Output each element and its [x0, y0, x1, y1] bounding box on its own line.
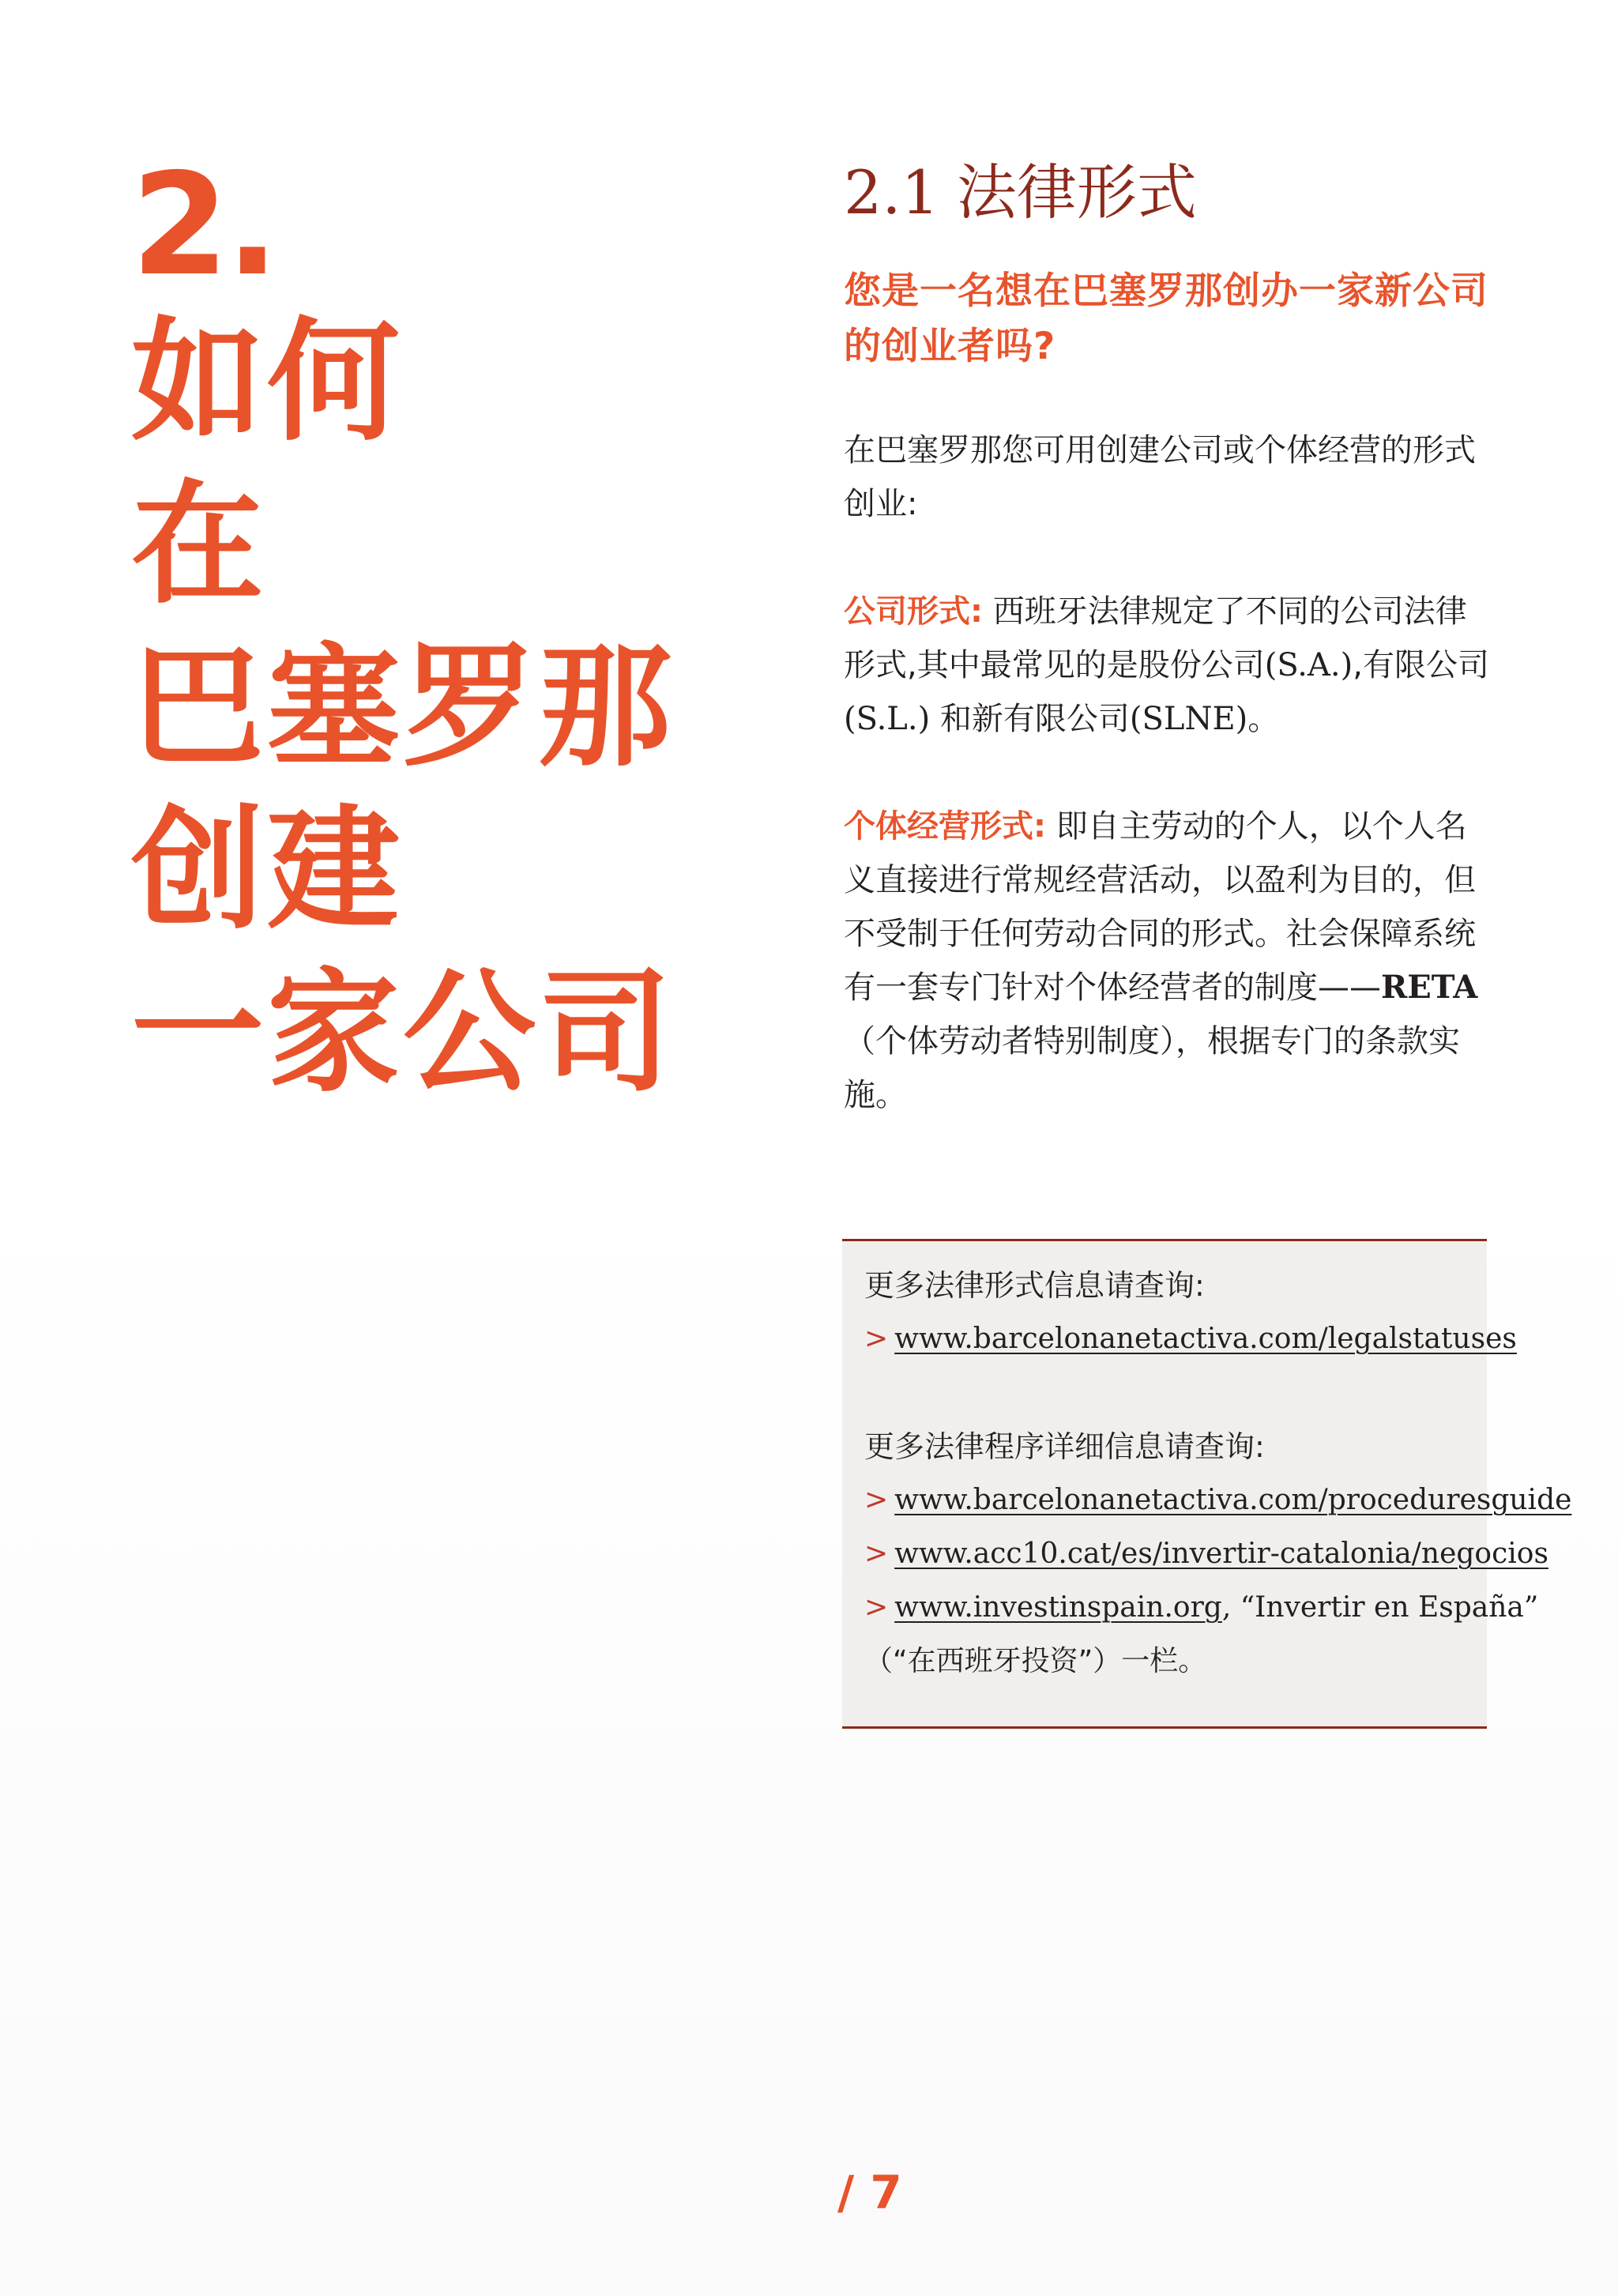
- company-text: 。: [1247, 701, 1280, 737]
- self-employed-label: 个体经营形式:: [844, 808, 1046, 845]
- arrow-icon: >: [864, 1538, 889, 1570]
- intro-paragraph: 在巴塞罗那您可用创建公司或个体经营的形式创业:: [844, 432, 1476, 522]
- company-slne: (SLNE): [1129, 701, 1248, 737]
- link-suffix: , “Invertir en España”: [1221, 1591, 1539, 1624]
- info-heading-procedures: 更多法律程序详细信息请查询:: [864, 1429, 1265, 1464]
- self-employed-text: 即自主劳动的个人，以个人名义直接进行常规经营活动，以盈利为目的，但不受制于任何劳动合同的形式。社会保障系统有一套专门针对个体经营者的制度——: [844, 808, 1476, 1006]
- self-employed-text: （个体劳动者特别制度），根据专门的条款实施。: [844, 1023, 1460, 1113]
- arrow-icon: >: [864, 1591, 889, 1624]
- chapter-heading: [131, 143, 675, 1114]
- company-paragraph: [844, 585, 1492, 746]
- link-investinspain[interactable]: www.investinspain.org: [894, 1591, 1222, 1624]
- link-legal-statuses[interactable]: www.barcelonanetactiva.com/legalstatuses: [894, 1323, 1517, 1355]
- section-title-text: 法律形式: [956, 157, 1197, 228]
- link-row: [864, 1581, 1539, 1635]
- link-acc10[interactable]: www.acc10.cat/es/invertir-catalonia/negocios: [894, 1538, 1548, 1570]
- info-heading-legal: 更多法律形式信息请查询:: [864, 1268, 1205, 1303]
- link-row: [864, 1527, 1548, 1581]
- chapter-heading-line: 在: [131, 467, 267, 622]
- company-label: 公司形式:: [844, 593, 983, 630]
- chapter-heading-line: 一家公司: [131, 955, 675, 1110]
- link-procedures-guide[interactable]: www.barcelonanetactiva.com/proceduresguide: [894, 1484, 1572, 1516]
- arrow-icon: >: [864, 1484, 889, 1516]
- arrow-icon: >: [864, 1323, 889, 1355]
- company-text: ,有限公司: [1353, 647, 1489, 683]
- link-row: [864, 1474, 1572, 1527]
- company-text: 西班牙法律规定了不同的公司法律形式,其中最常见的是股份公司: [844, 593, 1467, 683]
- chapter-heading-line: 创建: [131, 792, 403, 947]
- section-question: 您是一名想在巴塞罗那创办一家新公司的创业者吗?: [844, 269, 1488, 368]
- chapter-heading-line: 巴塞罗那: [131, 630, 675, 785]
- company-sa: (S.A.): [1264, 647, 1353, 683]
- section-number: 2.1: [844, 157, 939, 228]
- chapter-heading-line: 如何: [131, 304, 403, 459]
- link-row: [864, 1312, 1517, 1366]
- more-info-box: [842, 1239, 1572, 1729]
- info-tail-note: （“在西班牙投资”）一栏。: [864, 1645, 1207, 1677]
- company-text: 和新有限公司: [930, 701, 1130, 737]
- content-column: [844, 155, 1492, 1122]
- reta-term: RETA: [1381, 969, 1478, 1006]
- chapter-number: 2.: [131, 143, 277, 307]
- company-sl: (S.L.): [844, 701, 931, 737]
- page-number: / 7: [837, 2166, 902, 2219]
- section-title: [844, 155, 1492, 231]
- self-employed-paragraph: [844, 800, 1492, 1122]
